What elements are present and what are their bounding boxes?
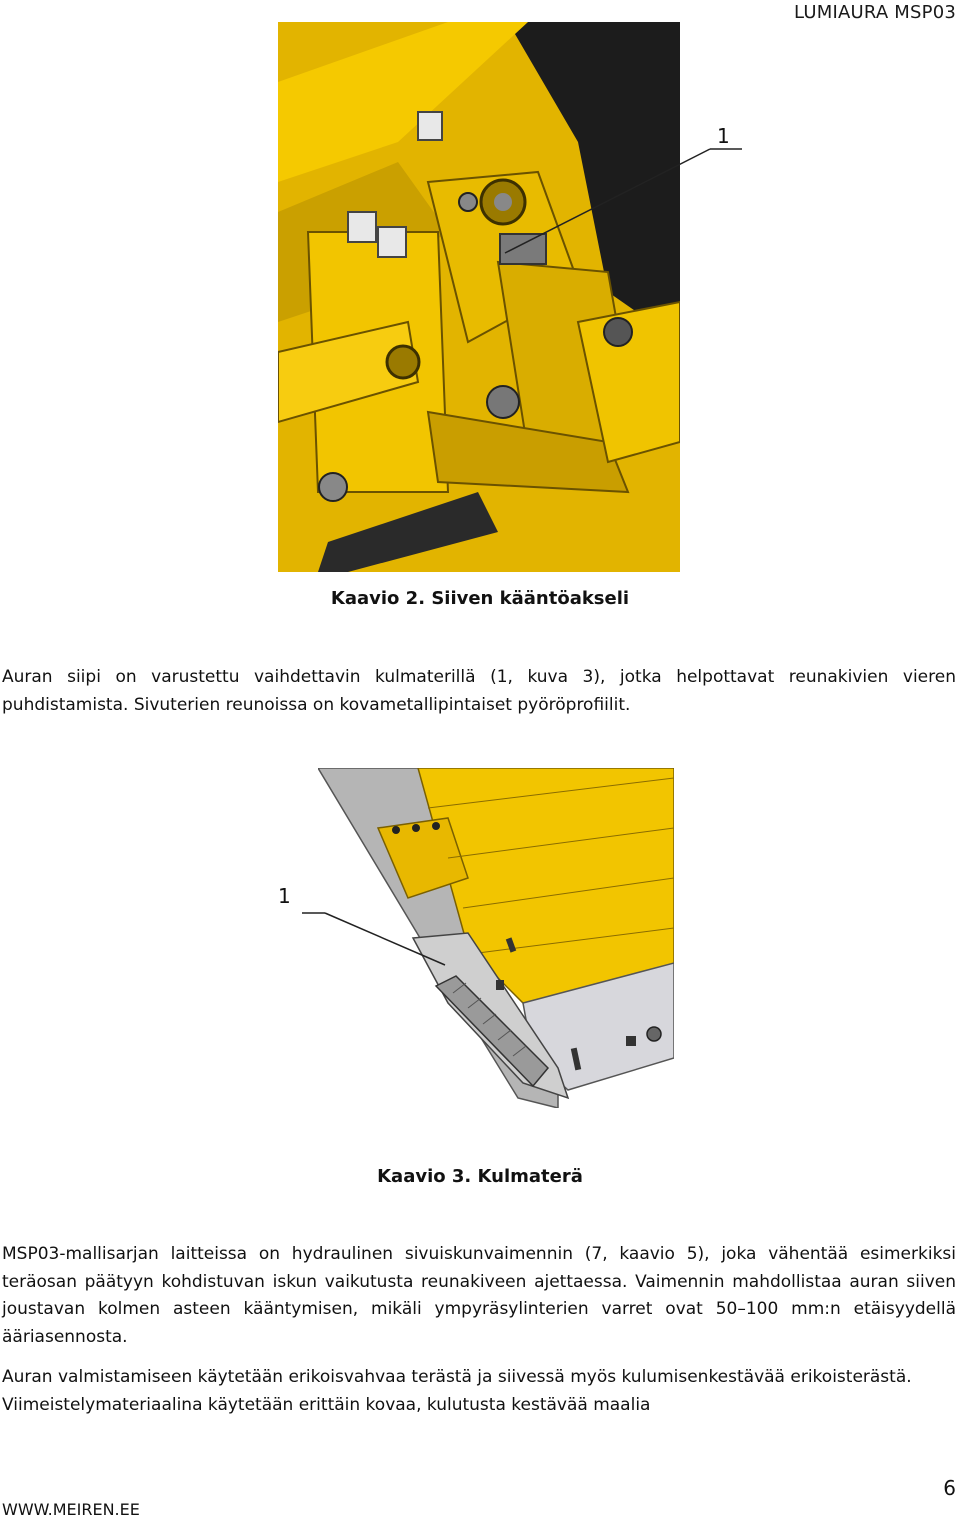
callout-label: 1	[717, 124, 730, 148]
callout-leader-line	[500, 145, 745, 260]
figure-caption: Kaavio 3. Kulmaterä	[377, 1166, 583, 1187]
header-title: LUMIAURA MSP03	[794, 2, 956, 23]
figure-caption: Kaavio 2. Siiven kääntöakseli	[330, 588, 630, 609]
page-number: 6	[943, 1476, 956, 1500]
body-paragraph: Auran siipi on varustettu vaihdettavin kulmaterillä (1, kuva 3), jotka helpottavat reunakivien vieren puhdistamista. Sivuterien reunoissa on kovametallipintaiset pyöröprofiilit.	[2, 667, 956, 715]
pivot-axle-illustration	[278, 22, 680, 572]
footer-url: WWW.MEIREN.EE	[2, 1500, 140, 1519]
body-paragraph: Auran valmistamiseen käytetään erikoisvahvaa terästä ja siivessä myös kulumisenkestävää erikoisterästä. Viimeistelymateriaalina käytetään erittäin kovaa, kulutusta kestävää maalia	[2, 1367, 912, 1415]
body-paragraph: MSP03-mallisarjan laitteissa on hydraulinen sivuiskunvaimennin (7, kaavio 5), joka vähentää esimerkiksi teräosan päätyyn kohdistuvan iskun vaikutusta reunakiveen ajettaessa. Vaimennin mahdollistaa auran siiven joustavan kolmen asteen kääntymisen, mikäli ympyräsylinterien varret ovat 50–100 mm:n etäisyydellä ääriasennosta.	[2, 1244, 956, 1347]
callout-label: 1	[278, 884, 291, 908]
callout-leader-line	[300, 908, 450, 970]
